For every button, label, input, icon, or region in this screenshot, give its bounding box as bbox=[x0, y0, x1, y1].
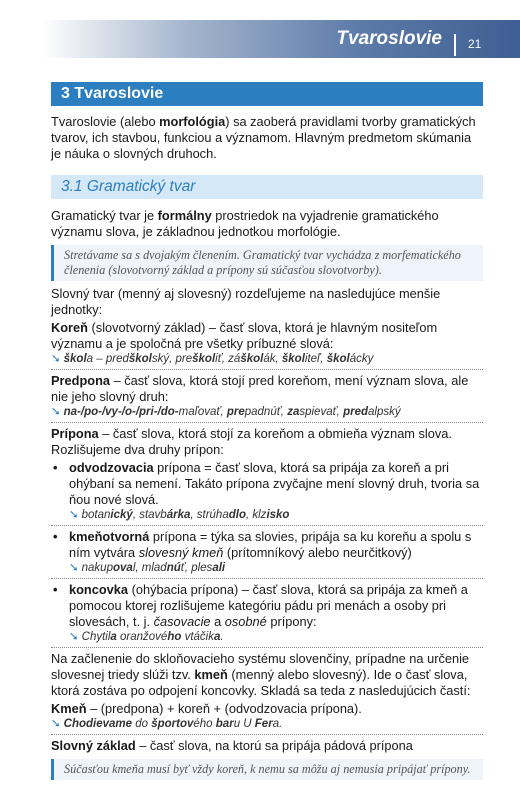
koren-example: ➘ škola – predškolský, preškoliť, záškolák, školiteľ, školácky bbox=[51, 353, 374, 365]
dotted-divider bbox=[51, 369, 483, 370]
dotted-divider bbox=[51, 525, 483, 526]
bullet-koncovka: • koncovka (ohýbacia prípona) – časť slova, ktorá sa pripája za kmeň a pomocou ktorej rozlišujeme kategóriu pádu pri menách a osoby pri slovesách, t. j. časovacie a osobné prípony: bbox=[53, 582, 468, 629]
arrow-down-right-icon: ➘ bbox=[51, 406, 61, 418]
slovny-zaklad-definition: Slovný základ – časť slova, na ktorú sa pripája pádová prípona bbox=[51, 738, 413, 753]
dotted-divider bbox=[51, 578, 483, 579]
bullet-dot-icon: • bbox=[53, 460, 58, 475]
chapter-heading: 3 Tvaroslovie bbox=[51, 82, 483, 106]
koncovka-example: ➘ Chytila oranžového vtáčika. bbox=[69, 631, 224, 643]
arrow-down-right-icon: ➘ bbox=[69, 509, 79, 521]
dotted-divider bbox=[51, 422, 483, 423]
bullet-dot-icon: • bbox=[53, 529, 58, 544]
arrow-down-right-icon: ➘ bbox=[69, 562, 79, 574]
page-content bbox=[51, 82, 483, 785]
koren-definition: Koreň (slovotvorný základ) – časť slova, ktorá je hlavným nositeľom významu a je spoločná pre všetky príbuzné slová: bbox=[51, 320, 438, 351]
section-heading: 3.1 Gramatický tvar bbox=[51, 175, 483, 199]
predpona-example: ➘ na-/po-/vy-/o-/pri-/do-maľovať, prepadnúť, zaspievať, predalpský bbox=[51, 406, 401, 418]
arrow-down-right-icon: ➘ bbox=[69, 631, 79, 643]
bullet-kmenotvorna: • kmeňotvorná prípona = týka sa slovies, pripája sa ku koreňu a spolu s ním vytvára slovesný kmeň (prítomníkový alebo neurčitkový) bbox=[53, 529, 472, 560]
running-header-title: Tvaroslovie bbox=[336, 28, 442, 49]
page-number: 21 bbox=[468, 37, 482, 51]
arrow-down-right-icon: ➘ bbox=[51, 353, 61, 365]
gramaticky-tvar-paragraph: Gramatický tvar je formálny prostriedok na vyjadrenie gramatického významu slova, je základnou jednotkou morfológie. bbox=[51, 208, 439, 239]
arrow-down-right-icon: ➘ bbox=[51, 718, 61, 730]
pripona-definition: Prípona – časť slova, ktorá stojí za koreňom a obmieňa význam slova. Rozlišujeme dva druhy prípon: bbox=[51, 426, 452, 457]
dotted-divider bbox=[51, 647, 483, 648]
intro-paragraph: Tvaroslovie (alebo morfológia) sa zaoberá pravidlami tvorby gramatických tvarov, ich stavbou, funkciou a významom. Hlavným predmetom skúmania je náuka o slovných druhoch. bbox=[51, 114, 476, 161]
header-divider bbox=[454, 34, 456, 56]
bullet-dot-icon: • bbox=[53, 582, 58, 597]
dotted-divider bbox=[51, 734, 483, 735]
kmen-example: ➘ Chodievame do športového baru U Fera. bbox=[51, 718, 283, 730]
bullet-odvodzovacia: • odvodzovacia prípona = časť slova, ktorá sa pripája za koreň a pri ohýbaní sa nemení. Takáto prípona zvyčajne mení slovný druh, tvoria sa ňou nové slová. bbox=[53, 460, 480, 507]
predpona-definition: Predpona – časť slova, ktorá stojí pred koreňom, mení význam slova, ale nie jeho slovný druh: bbox=[51, 373, 469, 404]
term-morfologia: morfológia bbox=[159, 114, 226, 129]
kmen-formula: Kmeň – (predpona) + koreň + (odvodzovacia prípona). bbox=[51, 701, 362, 716]
header-band bbox=[0, 20, 520, 58]
note-box-kmen: Súčasťou kmeňa musí byť vždy koreň, k nemu sa môžu aj nemusia pripájať prípony. bbox=[51, 759, 483, 780]
odvodzovacia-example: ➘ botanický, stavbárka, strúhadlo, klzisko bbox=[69, 509, 290, 521]
slovny-tvar-paragraph: Slovný tvar (menný aj slovesný) rozdeľujeme na nasledujúce menšie jednotky: bbox=[51, 286, 441, 317]
note-box-clenenie: Stretávame sa s dvojakým členením. Gramatický tvar vychádza z morfematického členenia (slovotvorný základ a prípony sú súčasťou slovotvorby). bbox=[51, 245, 483, 281]
zaclenenie-paragraph: Na začlenenie do skloňovacieho systému slovenčiny, prípadne na určenie slovesnej triedy slúži tzv. kmeň (menný alebo slovesný). Ide o časť slova, ktorá zostáva po odpojení koncovky. Skladá sa teda z nasledujúcich častí: bbox=[51, 651, 471, 698]
kmenotvorna-example: ➘ nakupoval, mladnúť, plesali bbox=[69, 562, 226, 574]
